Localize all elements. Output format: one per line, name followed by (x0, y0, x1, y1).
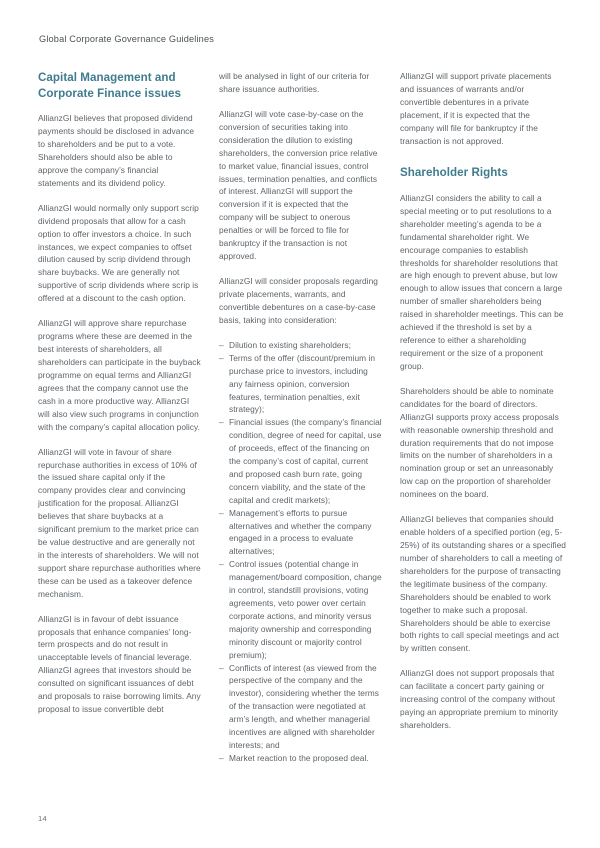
paragraph: AllianzGI will support private placements and issuances of warrants and/or convertible debentures in a private placement, if it is expected that the company will file for bankruptcy if the transaction is not approved. (400, 71, 552, 146)
column-2 (219, 70, 382, 777)
column-3 (400, 70, 566, 732)
paragraph: Shareholders should be able to nominate candidates for the board of directors. AllianzGI supports proxy access proposals with reasonable ownership threshold and duration requirements that do not impose limits on the number of shareholders in a nomination group or set an unreasonably low cap on the proportion of shareholder nominees on the board. (400, 385, 559, 500)
column-1 (38, 70, 201, 716)
paragraph: will be analysed in light of our criteria for share issuance authorities. (219, 71, 370, 94)
paragraph: AllianzGI will consider proposals regarding private placements, warrants, and convertible debentures on a case-by-case basis, taking into consideration: (219, 276, 378, 325)
page-number: 14 (38, 814, 47, 823)
paragraph: AllianzGI will vote in favour of share repurchase authorities in excess of 10% of the issued share capital only if the company provides clear and convincing justification for the proposal. AllianzGI believes that share buybacks at a significant premium to the market price can be value destructive and are generally not in the interests of shareholders. We will not support share repurchase authorities where these can be used as a takeover defence mechanism. (38, 446, 201, 599)
paragraph: AllianzGI would normally only support scrip dividend proposals that allow for a cash option to offer investors a choice. In such instances, we expect companies to offset dilution caused by scrip dividend through share buybacks. We are generally not supportive of scrip dividends where scrip is offered at a discount to the cash option. (38, 202, 199, 304)
paragraph: AllianzGI believes that companies should enable holders of a specified portion (eg, 5-25%) of its outstanding shares or a specified number of shareholders to call a meeting of shareholders for the purpose of transacting the legitimate business of the company. Shareholders should be enabled to work together to make such a proposal. Shareholders should be able to exercise both rights to call special meetings and act by written consent. (400, 514, 566, 654)
paragraph: AllianzGI will vote case-by-case on the conversion of securities taking into consideration the dilution to existing shareholders, the conversion price relative to market value, financial issues, control issues, termination penalties, and conflicts of interest. AllianzGI will support the conversion if it is expected that the company will be subject to onerous penalties or will be forced to file for bankruptcy if the transaction is not approved. (219, 109, 378, 261)
considerations-list (219, 339, 382, 765)
document-header-title: Global Corporate Governance Guidelines (39, 34, 214, 44)
paragraph: AllianzGI believes that proposed dividend payments should be disclosed in advance to shareholders and be put to a vote. Shareholders should also be able to approve the company’s financial statements and its dividend policy. (38, 113, 195, 188)
paragraph: AllianzGI is in favour of debt issuance proposals that enhance companies’ long-term prospects and do not result in unacceptable levels of financial leverage. AllianzGI agrees that investors should be consulted on significant issuances of debt and proposals to raise borrowing limits. Any proposal to issue convertible debt (38, 613, 201, 714)
paragraph: AllianzGI does not support proposals that can facilitate a concert party gaining or increasing control of the company without paying an appropriate premium to minority shareholders. (400, 668, 558, 731)
section-heading-shareholder-rights: Shareholder Rights (400, 166, 508, 180)
list-item: – Dilution to existing shareholders; (219, 339, 382, 352)
list-item: – Market reaction to the proposed deal. (219, 752, 382, 765)
list-item: – Terms of the offer (discount/premium in purchase price to investors, including any fairness opinion, conversion features, termination penalties, exit strategy); (219, 352, 382, 417)
section-heading-capital-management: Capital Management and Corporate Finance issues (38, 71, 181, 100)
paragraph: AllianzGI will approve share repurchase programs where these are deemed in the best interests of shareholders, all shareholders can participate in the buyback programme on equal terms and AllianzGI agrees that the company cannot use the cash in a more productive way. AllianzGI will also view such programs in conjunction with the company’s capital allocation policy. (38, 318, 201, 432)
list-item: – Financial issues (the company’s financial condition, degree of need for capital, use of proceeds, effect of the financing on the company’s cost of capital, current and proposed cash burn rate, going concern viability, and the state of the capital and credit markets); (219, 416, 382, 506)
list-item: – Conflicts of interest (as viewed from the perspective of the company and the investor), considering whether the terms of the transaction were negotiated at arm’s length, and whether managerial incentives are aligned with shareholder interests; and (219, 662, 382, 752)
list-item: – Control issues (potential change in management/board composition, change in control, standstill provisions, voting agreements, veto power over certain corporate actions, and minority versus majority ownership and corresponding minority discount or majority control premium); (219, 558, 382, 661)
list-item: – Management’s efforts to pursue alternatives and whether the company engaged in a process to evaluate alternatives; (219, 507, 382, 559)
paragraph: AllianzGI considers the ability to call a special meeting or to put resolutions to a shareholder meeting’s agenda to be a fundamental shareholder right. We encourage companies to establish thresholds for shareholder resolutions that are high enough to prevent abuse, but low enough to allow issues that concern a large number of smaller shareholders being raised in shareholder meetings. This can be achieved if the threshold is set by a reference to either a shareholding requirement or the size of a proponent group. (400, 193, 564, 371)
three-column-body (38, 70, 568, 803)
